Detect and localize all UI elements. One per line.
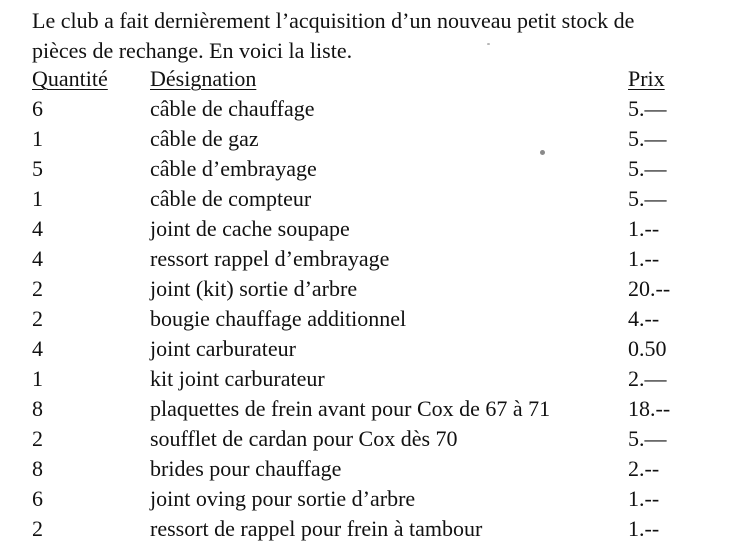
cell-designation: ressort de rappel pour frein à tambour [150, 516, 483, 541]
cell-designation: joint (kit) sortie d’arbre [150, 276, 358, 301]
cell-designation: câble de gaz [150, 126, 259, 151]
table-row [32, 154, 738, 184]
parts-table [32, 64, 738, 544]
cell-quantite: 4 [32, 216, 43, 241]
cell-quantite: 2 [32, 516, 43, 541]
cell-designation: ressort rappel d’embrayage [150, 246, 390, 271]
cell-quantite: 6 [32, 486, 43, 511]
cell-designation: joint oving pour sortie d’arbre [150, 486, 416, 511]
cell-designation: bougie chauffage additionnel [150, 306, 407, 331]
table-body [32, 94, 738, 544]
cell-prix: 18.-- [628, 396, 671, 421]
cell-designation: soufflet de cardan pour Cox dès 70 [150, 426, 458, 451]
cell-quantite: 8 [32, 396, 43, 421]
cell-prix: 4.-- [628, 306, 660, 331]
cell-quantite: 2 [32, 426, 43, 451]
table-row [32, 514, 738, 544]
cell-quantite: 6 [32, 96, 43, 121]
cell-designation: kit joint carburateur [150, 366, 325, 391]
scan-speck [487, 43, 490, 45]
cell-prix: 5.— [628, 96, 667, 121]
cell-designation: câble de chauffage [150, 96, 315, 121]
table-header-row [32, 64, 738, 94]
cell-quantite: 1 [32, 126, 43, 151]
cell-designation: câble de compteur [150, 186, 312, 211]
cell-quantite: 1 [32, 366, 43, 391]
table-row [32, 364, 738, 394]
cell-prix: 1.-- [628, 246, 660, 271]
table-row [32, 334, 738, 364]
cell-designation: joint carburateur [150, 336, 296, 361]
cell-prix: 0.50 [628, 336, 667, 361]
cell-quantite: 1 [32, 186, 43, 211]
table-row [32, 274, 738, 304]
cell-quantite: 5 [32, 156, 43, 181]
cell-designation: câble d’embrayage [150, 156, 317, 181]
cell-quantite: 2 [32, 306, 43, 331]
cell-quantite: 2 [32, 276, 43, 301]
table-row [32, 124, 738, 154]
cell-quantite: 4 [32, 336, 43, 361]
cell-designation: joint de cache soupape [150, 216, 350, 241]
cell-prix: 1.-- [628, 216, 660, 241]
intro-paragraph [32, 6, 752, 66]
table-row [32, 244, 738, 274]
table-row [32, 304, 738, 334]
cell-prix: 20.-- [628, 276, 671, 301]
header-quantite: Quantité [32, 66, 108, 91]
cell-prix: 5.— [628, 426, 667, 451]
table-row [32, 184, 738, 214]
table-row [32, 394, 738, 424]
cell-prix: 5.— [628, 186, 667, 211]
table-row [32, 424, 738, 454]
table-row [32, 454, 738, 484]
table-row [32, 484, 738, 514]
intro-line-1: Le club a fait dernièrement l’acquisition d’un nouveau petit stock de [32, 8, 635, 33]
header-designation: Désignation [150, 66, 257, 91]
header-prix: Prix [628, 66, 665, 91]
cell-prix: 5.— [628, 156, 667, 181]
cell-designation: plaquettes de frein avant pour Cox de 67 à 71 [150, 396, 551, 421]
cell-prix: 1.-- [628, 516, 660, 541]
table-row [32, 94, 738, 124]
cell-prix: 1.-- [628, 486, 660, 511]
intro-line-2: pièces de rechange. En voici la liste. [32, 38, 353, 63]
cell-quantite: 4 [32, 246, 43, 271]
cell-prix: 5.— [628, 126, 667, 151]
cell-designation: brides pour chauffage [150, 456, 342, 481]
cell-prix: 2.— [628, 366, 667, 391]
table-row [32, 214, 738, 244]
cell-quantite: 8 [32, 456, 43, 481]
cell-prix: 2.-- [628, 456, 660, 481]
